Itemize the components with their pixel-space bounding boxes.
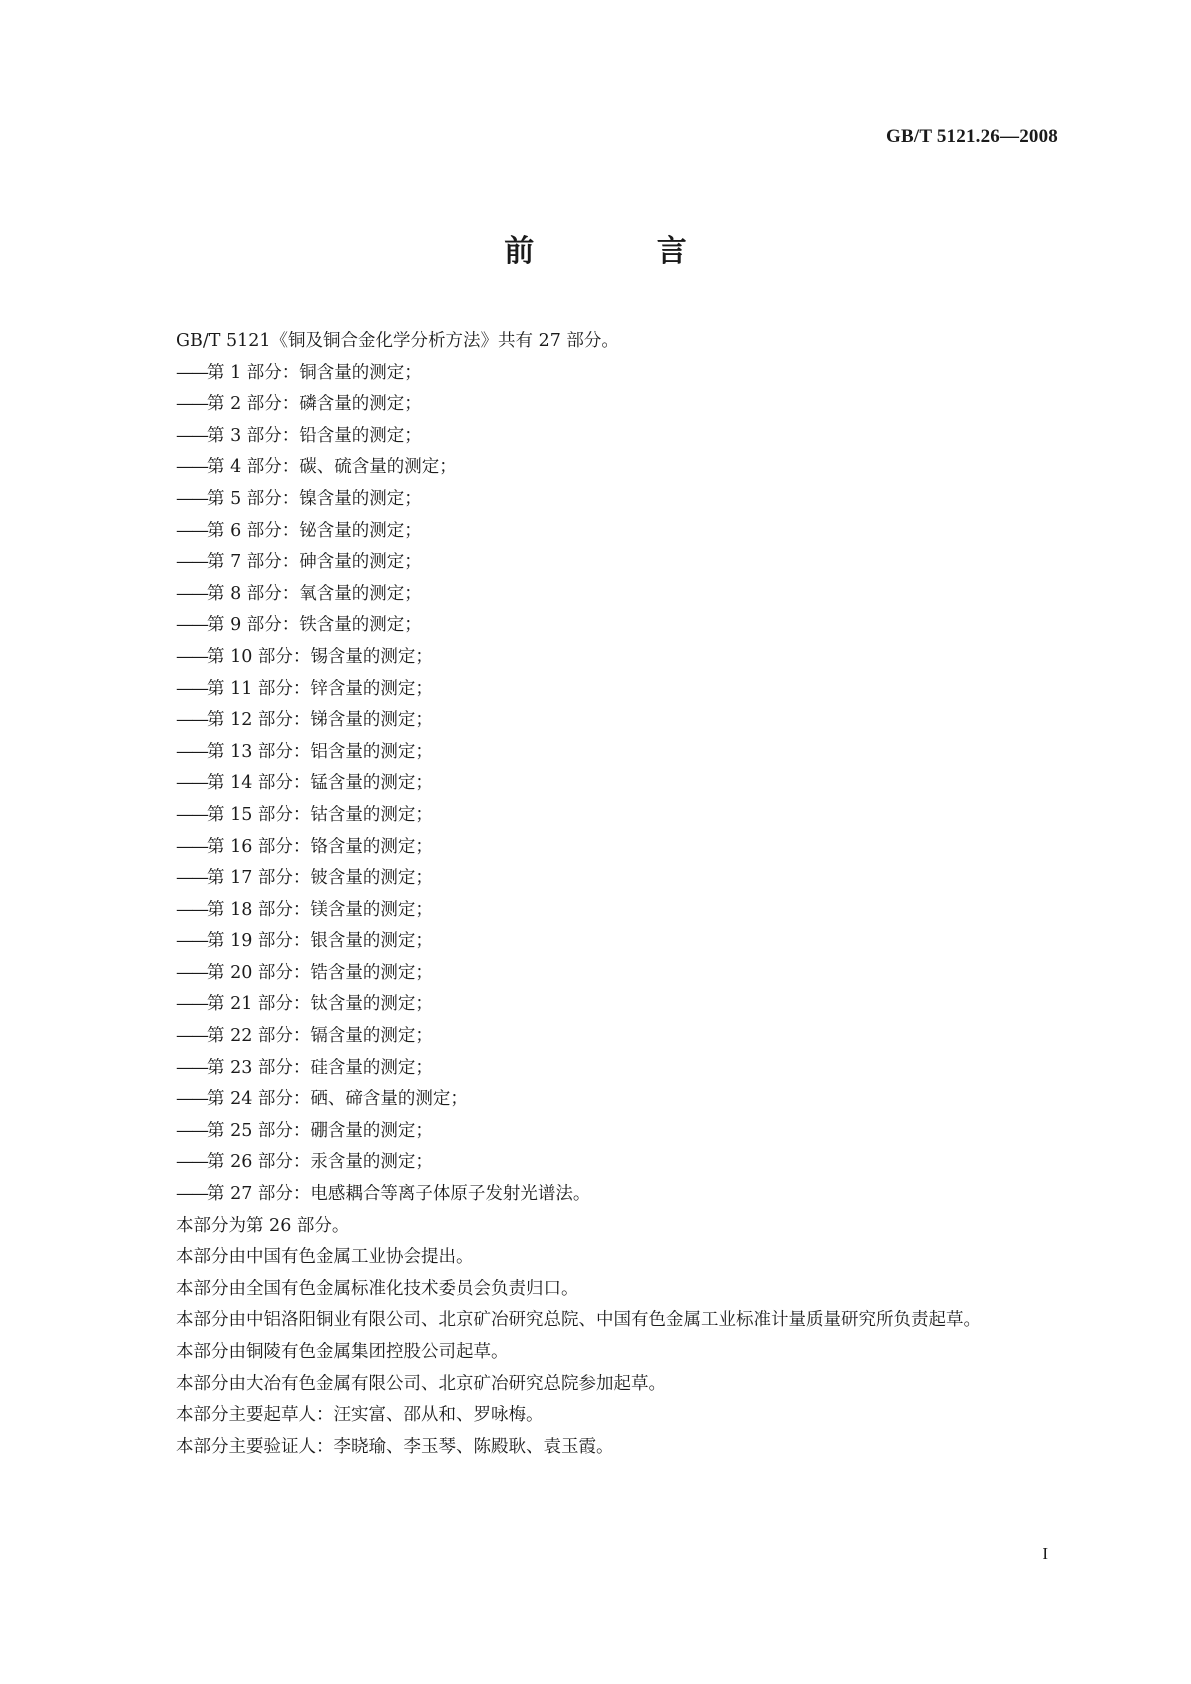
standard-number: GB/T 5121.26—2008 [886,126,1058,147]
list-item-text: 第 4 部分：碳、硫含量的测定； [207,457,457,478]
list-dash: —— [176,520,207,541]
technical-committee-paragraph: 本部分由全国有色金属标准化技术委员会负责归口。 [176,1278,579,1299]
part-number-paragraph: 本部分为第 26 部分。 [176,1215,350,1236]
list-item-text: 第 6 部分：铋含量的测定； [207,520,422,541]
drafting-organizations-paragraph: 本部分由中铝洛阳铜业有限公司、北京矿冶研究总院、中国有色金属工业标准计量质量研究所负责起草。 [176,1310,981,1331]
list-item-text: 第 25 部分：硼含量的测定； [207,1120,433,1141]
list-dash: —— [176,710,207,731]
list-item-text: 第 9 部分：铁含量的测定； [207,615,422,636]
list-item [124,863,1064,895]
list-item [124,989,1064,1021]
list-dash: —— [176,1184,207,1205]
list-dash: —— [176,836,207,857]
list-item [124,737,1064,769]
list-item [124,642,1064,674]
list-dash: —— [176,394,207,415]
list-item [124,579,1064,611]
list-item [124,1084,1064,1116]
list-item [124,768,1064,800]
page-number: I [1042,1544,1048,1563]
list-item-text: 第 3 部分：铅含量的测定； [207,425,422,446]
list-dash: —— [176,741,207,762]
list-item-text: 第 11 部分：锌含量的测定； [207,678,433,699]
list-item [124,421,1064,453]
list-dash: —— [176,615,207,636]
list-item-text: 第 26 部分：汞含量的测定； [207,1152,433,1173]
list-item [124,705,1064,737]
list-item-text: 第 5 部分：镍含量的测定； [207,488,422,509]
list-item [124,1021,1064,1053]
list-dash: —— [176,488,207,509]
list-dash: —— [176,457,207,478]
list-item [124,895,1064,927]
list-item-text: 第 23 部分：硅含量的测定； [207,1057,433,1078]
list-dash: —— [176,1026,207,1047]
document-body [124,326,1064,1463]
main-verifiers-paragraph: 本部分主要验证人：李晓瑜、李玉琴、陈殿耿、袁玉霞。 [176,1436,614,1457]
list-item-text: 第 18 部分：镁含量的测定； [207,899,433,920]
list-dash: —— [176,425,207,446]
list-item [124,1179,1064,1211]
list-item-text: 第 17 部分：铍含量的测定； [207,868,433,889]
list-item-text: 第 8 部分：氧含量的测定； [207,583,422,604]
list-item [124,1053,1064,1085]
list-item-text: 第 10 部分：锡含量的测定； [207,646,433,667]
list-dash: —— [176,583,207,604]
main-drafters-paragraph: 本部分主要起草人：汪实富、邵从和、罗咏梅。 [176,1405,544,1426]
list-item [124,1116,1064,1148]
list-item-text: 第 1 部分：铜含量的测定； [207,362,422,383]
list-item [124,832,1064,864]
list-item [124,1147,1064,1179]
list-dash: —— [176,1120,207,1141]
list-item-text: 第 12 部分：锑含量的测定； [207,710,433,731]
list-item-text: 第 7 部分：砷含量的测定； [207,552,422,573]
list-item-text: 第 19 部分：银含量的测定； [207,931,433,952]
list-item-text: 第 15 部分：钴含量的测定； [207,804,433,825]
page-title: 前 言 [504,234,743,269]
list-dash: —— [176,362,207,383]
list-dash: —— [176,773,207,794]
list-item-text: 第 21 部分：钛含量的测定； [207,994,433,1015]
list-item-text: 第 27 部分：电感耦合等离子体原子发射光谱法。 [207,1184,591,1205]
list-item [124,358,1064,390]
drafting-unit-paragraph: 本部分由铜陵有色金属集团控股公司起草。 [176,1342,509,1362]
list-dash: —— [176,678,207,699]
list-item-text: 第 24 部分：硒、碲含量的测定； [207,1089,468,1110]
list-dash: —— [176,804,207,825]
list-item-text: 第 2 部分：磷含量的测定； [207,394,422,415]
list-dash: —— [176,1089,207,1110]
list-item [124,800,1064,832]
list-item [124,958,1064,990]
list-dash: —— [176,1057,207,1078]
list-dash: —— [176,868,207,889]
list-item [124,516,1064,548]
list-item [124,484,1064,516]
list-item [124,452,1064,484]
list-dash: —— [176,552,207,573]
list-item [124,547,1064,579]
participating-units-paragraph: 本部分由大冶有色金属有限公司、北京矿冶研究总院参加起草。 [176,1373,666,1394]
list-item-text: 第 14 部分：锰含量的测定； [207,773,433,794]
proposer-paragraph: 本部分由中国有色金属工业协会提出。 [176,1247,474,1268]
intro-paragraph: GB/T 5121《铜及铜合金化学分析方法》共有 27 部分。 [176,331,619,351]
list-dash: —— [176,931,207,952]
list-item-text: 第 16 部分：铬含量的测定； [207,836,433,857]
list-item [124,674,1064,706]
list-item-text: 第 22 部分：镉含量的测定； [207,1026,433,1047]
list-item [124,610,1064,642]
list-item [124,926,1064,958]
list-item-text: 第 13 部分：铝含量的测定； [207,741,433,762]
list-dash: —— [176,1152,207,1173]
list-item [124,389,1064,421]
list-dash: —— [176,646,207,667]
list-dash: —— [176,899,207,920]
list-dash: —— [176,962,207,983]
parts-list [124,358,1064,1211]
list-item-text: 第 20 部分：锆含量的测定； [207,962,433,983]
list-dash: —— [176,994,207,1015]
